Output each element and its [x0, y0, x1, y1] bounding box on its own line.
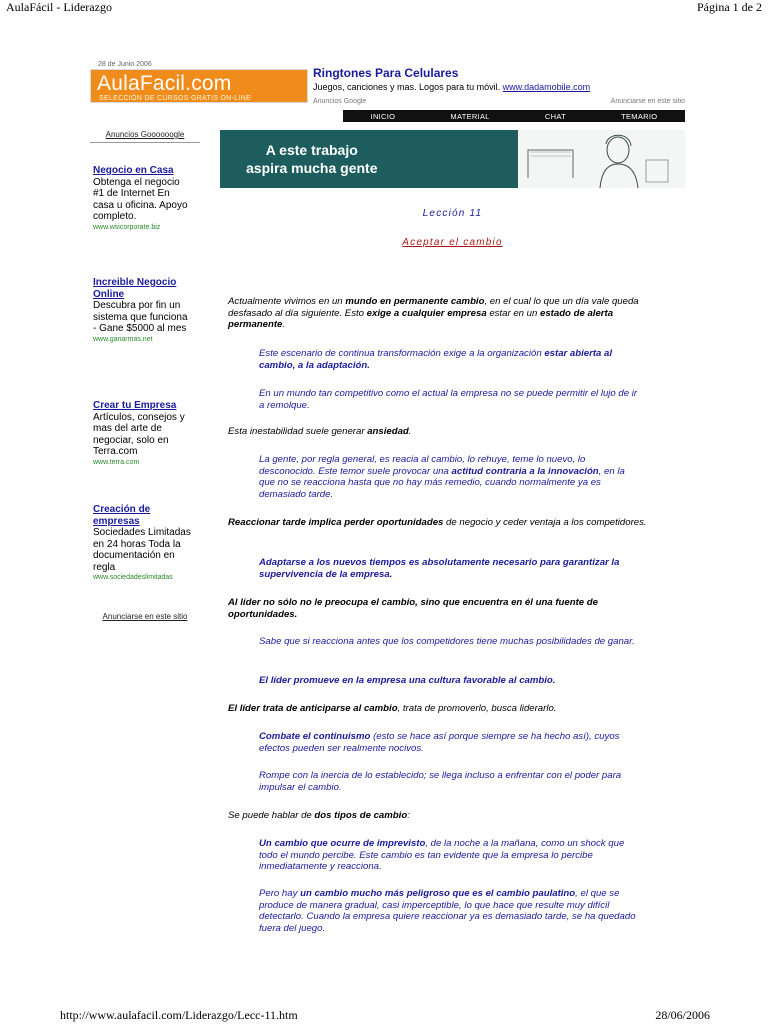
text: Se puede hablar de — [228, 810, 315, 821]
logo-tagline: SELECCIÓN DE CURSOS GRATIS ON-LINE — [99, 95, 252, 102]
text-bold: Combate el continuismo — [259, 731, 371, 742]
paragraph-quote — [259, 675, 639, 687]
sidebar-ad-url[interactable]: www.sociedadeslimitadas — [93, 574, 173, 581]
sidebar-ad-url[interactable]: www.wsicorporate.biz — [93, 223, 161, 231]
text-bold: Adaptarse a los nuevos tiempos es absolutamente necesario para garantizar la supervivencia de la empresa. — [259, 557, 620, 580]
text: . — [282, 319, 286, 331]
text-bold: mundo en permanente cambio — [345, 296, 485, 307]
text: , en la que no se reacciona hasta que no hay más remedio, cuando normalmente ya es demasiado tarde. — [259, 465, 625, 500]
paragraph — [228, 517, 648, 529]
paragraph-quote — [259, 348, 639, 371]
sidebar-ad-title[interactable]: Increible Negocio Online — [93, 277, 177, 300]
paragraph-quote: Sabe que si reacciona antes que los competidores tiene muchas posibilidades de ganar. — [259, 636, 635, 647]
advertise-link-sidebar[interactable]: Anunciarse en este sitio — [102, 612, 188, 621]
top-ad-title[interactable]: Ringtones Para Celulares — [313, 66, 459, 80]
sidebar-ad-text: Artículos, consejos y mas del arte de negociar, solo en Terra.com — [93, 411, 185, 457]
logo-name: AulaFacil.com — [97, 72, 232, 95]
text-bold: estado de alerta permanente — [228, 307, 614, 331]
sidebar — [90, 128, 200, 621]
google-ads-label[interactable]: Anuncios Google — [313, 98, 367, 105]
site-logo[interactable] — [90, 57, 308, 119]
banner-illustration — [518, 130, 685, 188]
sidebar-anuncios-label[interactable]: Anuncios Goooooogle — [105, 130, 185, 139]
text-bold: El líder trata de anticiparse al cambio — [228, 703, 398, 714]
top-ad-description: Juegos, canciones y mas. Logos para tu móvil. — [313, 82, 501, 92]
banner-line-2: aspira mucha gente — [246, 160, 378, 176]
paragraph-quote: Rompe con la inercia de lo establecido; se llega incluso a enfrentar con el poder para impulsar el cambio. — [259, 770, 622, 793]
text: , trata de promoverlo, busca liderarlo. — [397, 703, 557, 714]
sidebar-ad[interactable] — [93, 504, 193, 581]
print-header-page: Página 1 de 2 — [697, 0, 762, 14]
sidebar-ad[interactable] — [93, 165, 193, 231]
nav-chat[interactable]: CHAT — [544, 111, 566, 121]
text: La gente, por regla general, es reacia al cambio, lo rehuye, teme lo nuevo, lo desconocido. Este temor suele provocar una — [259, 454, 586, 477]
text-bold: exige a cualquier empresa — [366, 307, 487, 319]
sidebar-ad-text: Descubra por fin un sistema que funciona - Gane $5000 al mes — [93, 300, 188, 334]
print-header-title: AulaFácil - Liderazgo — [6, 0, 112, 14]
paragraph-quote: En un mundo tan competitivo como el actual la empresa no se puede permitir el lujo de ir a remolque. — [259, 388, 638, 411]
lesson-number: Lección 11 — [422, 208, 483, 219]
logo-date: 28 de Junio 2006 — [98, 61, 152, 68]
paragraph-quote — [259, 557, 639, 580]
print-footer-date: 28/06/2006 — [655, 1008, 710, 1022]
text-bold: un cambio mucho más peligroso que es el cambio paulatino — [300, 888, 576, 899]
lesson-title — [220, 237, 685, 248]
paragraph — [228, 296, 648, 331]
logo-bar — [90, 69, 308, 103]
text: . — [408, 426, 412, 437]
sidebar-ad-title[interactable]: Negocio en Casa — [93, 165, 174, 176]
paragraph — [228, 703, 648, 715]
text: Actualmente vivimos en un — [228, 296, 346, 307]
text: (esto se hace así porque siempre se ha hecho así), cuyos efectos pueden ser realmente nocivos. — [259, 731, 620, 754]
text-bold: Un cambio que ocurre de imprevisto — [259, 838, 426, 849]
main-nav — [343, 110, 685, 122]
paragraph-quote — [259, 731, 639, 754]
sidebar-ad-title[interactable]: Crear tu Empresa — [93, 400, 177, 411]
print-footer — [60, 1008, 710, 1023]
banner-ad[interactable] — [220, 130, 685, 188]
paragraph — [228, 426, 648, 438]
paragraph-quote — [259, 838, 639, 873]
ad-meta — [313, 98, 685, 105]
top-ad-text — [313, 82, 685, 92]
lesson-title-text: Aceptar el cambio — [402, 237, 503, 248]
sidebar-divider — [90, 142, 200, 143]
top-ad[interactable] — [313, 66, 685, 92]
nav-material[interactable]: MATERIAL — [450, 111, 490, 121]
text-bold: actitud contraria a la innovación — [451, 465, 599, 477]
print-header — [6, 0, 762, 18]
paragraph-quote — [259, 454, 639, 500]
paragraph-quote — [259, 888, 639, 934]
sidebar-ad-text: Obtenga el negocio #1 de Internet En casa u oficina. Apoyo completo. — [93, 176, 188, 222]
text: Este escenario de continua transformación exige a la organización — [259, 348, 545, 359]
sidebar-ad-url[interactable]: www.terra.com — [93, 458, 140, 466]
sidebar-ad-title[interactable]: Creación de empresas — [93, 504, 151, 527]
text-bold: El líder promueve en la empresa una cultura favorable al cambio. — [259, 675, 556, 686]
banner-text — [246, 141, 378, 177]
text: de negocio y ceder ventaja a los competidores. — [443, 517, 647, 528]
text: Esta inestabilidad suele generar — [228, 426, 368, 437]
sidebar-ad-url[interactable]: www.ganarmas.net — [93, 335, 153, 343]
text-bold: Reaccionar tarde implica perder oportunidades — [228, 517, 444, 528]
text: estar en un — [486, 307, 540, 319]
text: : — [407, 810, 410, 821]
paragraph — [228, 597, 648, 620]
top-ad-link[interactable]: www.dadamobile.com — [502, 82, 591, 92]
print-footer-url: http://www.aulafacil.com/Liderazgo/Lecc-11.htm — [60, 1008, 298, 1022]
sidebar-ad[interactable] — [93, 277, 193, 343]
sidebar-ad-text: Sociedades Limitadas en 24 horas Toda la documentación en regla — [93, 527, 191, 573]
sidebar-ad[interactable] — [93, 400, 193, 466]
text: , en el cual lo que un día vale queda desfasado al día siguiente. Esto — [228, 296, 639, 319]
paragraph — [228, 810, 648, 822]
text: , el que se produce de manera gradual, casi imperceptible, lo que hace que resulte muy difícil detectarlo. Cuando la empresa quiere reaccionar ya es demasiado tarde, se ha quedado fuera del juego. — [259, 888, 636, 934]
text: Pero hay — [259, 888, 301, 899]
nav-inicio[interactable]: INICIO — [370, 111, 396, 121]
advertise-link-top[interactable]: Anunciarse en este sitio — [610, 98, 685, 105]
banner-line-1: A este trabajo — [265, 142, 358, 158]
text-bold: ansiedad — [367, 426, 409, 437]
text-bold: dos tipos de cambio — [314, 810, 408, 821]
nav-temario[interactable]: TEMARIO — [621, 111, 658, 121]
text-bold: Al líder no sólo no le preocupa el cambio, sino que encuentra en él una fuente de oportunidades. — [228, 597, 598, 620]
text: , de la noche a la mañana, como un shock que todo el mundo percibe. Este cambio es tan evidente que la empresa lo percibe inmediatamente y reacciona. — [259, 838, 625, 873]
text-bold: estar abierta al cambio, a la adaptación. — [259, 348, 613, 371]
